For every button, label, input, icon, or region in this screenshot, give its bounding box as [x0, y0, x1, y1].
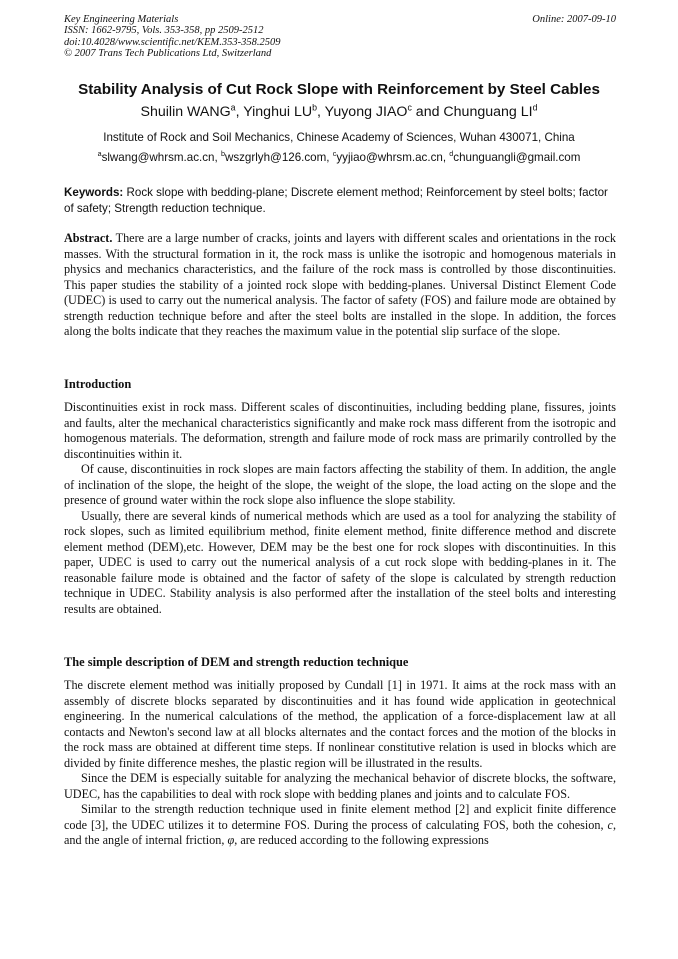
journal-header: [64, 14, 616, 60]
author-list: [0, 104, 678, 120]
author-sup: a: [230, 102, 236, 113]
author-name: Yuyong JIAO: [324, 104, 408, 120]
keywords-label: Keywords:: [64, 186, 124, 199]
issn-line: ISSN: 1662-9795, Vols. 353-358, pp 2509-2512: [64, 25, 264, 37]
email-link[interactable]: slwang@whrsm.ac.cn: [101, 151, 215, 164]
paragraph: Of cause, discontinuities in rock slopes are main factors affecting the stability of them. In addition, the angle of inclination of the slope, the height of the slope, the weight of the slope, the load acting on the slope and the presence of ground water within the rock slope also influence the slope stability.: [64, 462, 616, 507]
email-link[interactable]: yyjiao@whrsm.ac.cn: [336, 151, 443, 164]
email-sup: d: [449, 149, 454, 159]
text-run: , and the angle of internal friction,: [64, 817, 616, 847]
abstract-label: Abstract.: [64, 231, 113, 245]
abstract: [64, 231, 616, 340]
author-sup: d: [532, 102, 538, 113]
email-sup: a: [97, 149, 102, 159]
cohesion-symbol: c: [607, 817, 613, 832]
keywords: [64, 185, 616, 217]
author-name: Chunguang LI: [443, 104, 533, 120]
author-sep: ,: [317, 104, 325, 120]
text-run: Similar to the strength reduction technique used in finite element method [2] and explicit finite difference code [3], the UDEC utilizes it to determine FOS. During the process of calculating FOS, both the cohesion,: [64, 802, 616, 832]
email-list: [0, 151, 678, 164]
paragraph: [64, 802, 616, 849]
paragraph: Usually, there are several kinds of numerical methods which are used as a tool for analyzing the stability of rock slopes, such as limited equilibrium method, finite element method, finite difference method and discrete element method (DEM),etc. However, DEM may be the best one for rock slopes with discontinuities. In this paper, UDEC is used to carry out the numerical analysis of a cut rock slope with bedding-planes in it. The reasonable failure mode is obtained and the factor of safety of the slope is calculated by strength reduction technique in UDEC. Stability analysis is also performed after the installation of the steel bolts and interesting results are obtained.: [64, 508, 616, 616]
author-name: Shuilin WANG: [140, 104, 231, 120]
doi-line: doi:10.4028/www.scientific.net/KEM.353-358.2509: [64, 36, 281, 48]
paragraph: Since the DEM is especially suitable for analyzing the mechanical behavior of discrete blocks, the software, UDEC, has the capabilities to deal with rock slope with bedding planes and joints and to calculate FOS.: [64, 771, 616, 801]
friction-angle-symbol: φ: [227, 833, 235, 847]
email-sep: ,: [214, 151, 221, 164]
author-sep: and: [411, 104, 444, 120]
author-sep: ,: [235, 104, 244, 120]
dem-section-heading: The simple description of DEM and strength reduction technique: [64, 655, 409, 669]
author-sup: c: [407, 102, 412, 113]
email-link[interactable]: chunguangli@gmail.com: [453, 151, 581, 164]
email-link[interactable]: wszgrlyh@126.com: [224, 151, 327, 164]
introduction-body: [64, 400, 616, 617]
text-run: , are reduced according to the following expressions: [234, 833, 489, 847]
affiliation: Institute of Rock and Soil Mechanics, Chinese Academy of Sciences, Wuhan 430071, China: [103, 131, 575, 144]
paper-title: Stability Analysis of Cut Rock Slope with Reinforcement by Steel Cables: [78, 81, 600, 98]
copyright-line: © 2007 Trans Tech Publications Ltd, Switzerland: [64, 48, 272, 60]
author-sup: b: [312, 102, 317, 113]
email-sep: ,: [442, 151, 450, 164]
dem-section-body: [64, 678, 616, 849]
journal-name: Key Engineering Materials: [64, 14, 179, 25]
abstract-text: There are a large number of cracks, joints and layers with different scales and orientations in the rock masses. With the structural formation in it, the rock mass is unlike the isotropic and homogenous materials in physics and mechanics characteristics, and the failure of the rock mass is controlled by those discontinuities. This paper studies the stability of a jointed rock slope with bedding-planes. Universal Distinct Element Code (UDEC) is used to carry out the numerical analysis. The factor of safety (FOS) and failure mode are obtained by strength reduction technique before and after the steel bolts are installed in the slope. In addition, the forces along the bolts indicate that they reaches the maximum value in the potential slip surface of the slope.: [64, 231, 616, 338]
email-sep: ,: [326, 151, 333, 164]
online-date: Online: 2007-09-10: [532, 14, 616, 25]
paragraph: Discontinuities exist in rock mass. Different scales of discontinuities, including bedding plane, fissures, joints and faults, alter the mechanical characteristics significantly and make rock mass different from the isotropic and homogenous materials. The deformation, strength and failure mode of rock mass are primarily controlled by the discontinuities within it.: [64, 400, 616, 461]
introduction-heading: Introduction: [64, 377, 132, 391]
paragraph: The discrete element method was initially proposed by Cundall [1] in 1971. It aims at the rock mass with an assembly of discrete blocks separated by discontinuities and it has found wide application in geotechnical engineering. In the numerical calculations of the method, the application of a force-displacement law at all contacts and Newton's second law at all blocks alternates and the contact forces and the motion of the blocks in the rock mass are obtained at different time steps. If nonlinear constitutive relation is used in blocks which are divided by finite difference meshes, the plastic region will be illustrated in the results.: [64, 678, 616, 770]
email-sup: b: [220, 149, 225, 159]
keywords-text: Rock slope with bedding-plane; Discrete element method; Reinforcement by steel bolts; factor of safety; Strength reduction technique.: [64, 186, 608, 215]
email-sup: c: [332, 149, 337, 159]
author-name: Yinghui LU: [243, 104, 313, 120]
